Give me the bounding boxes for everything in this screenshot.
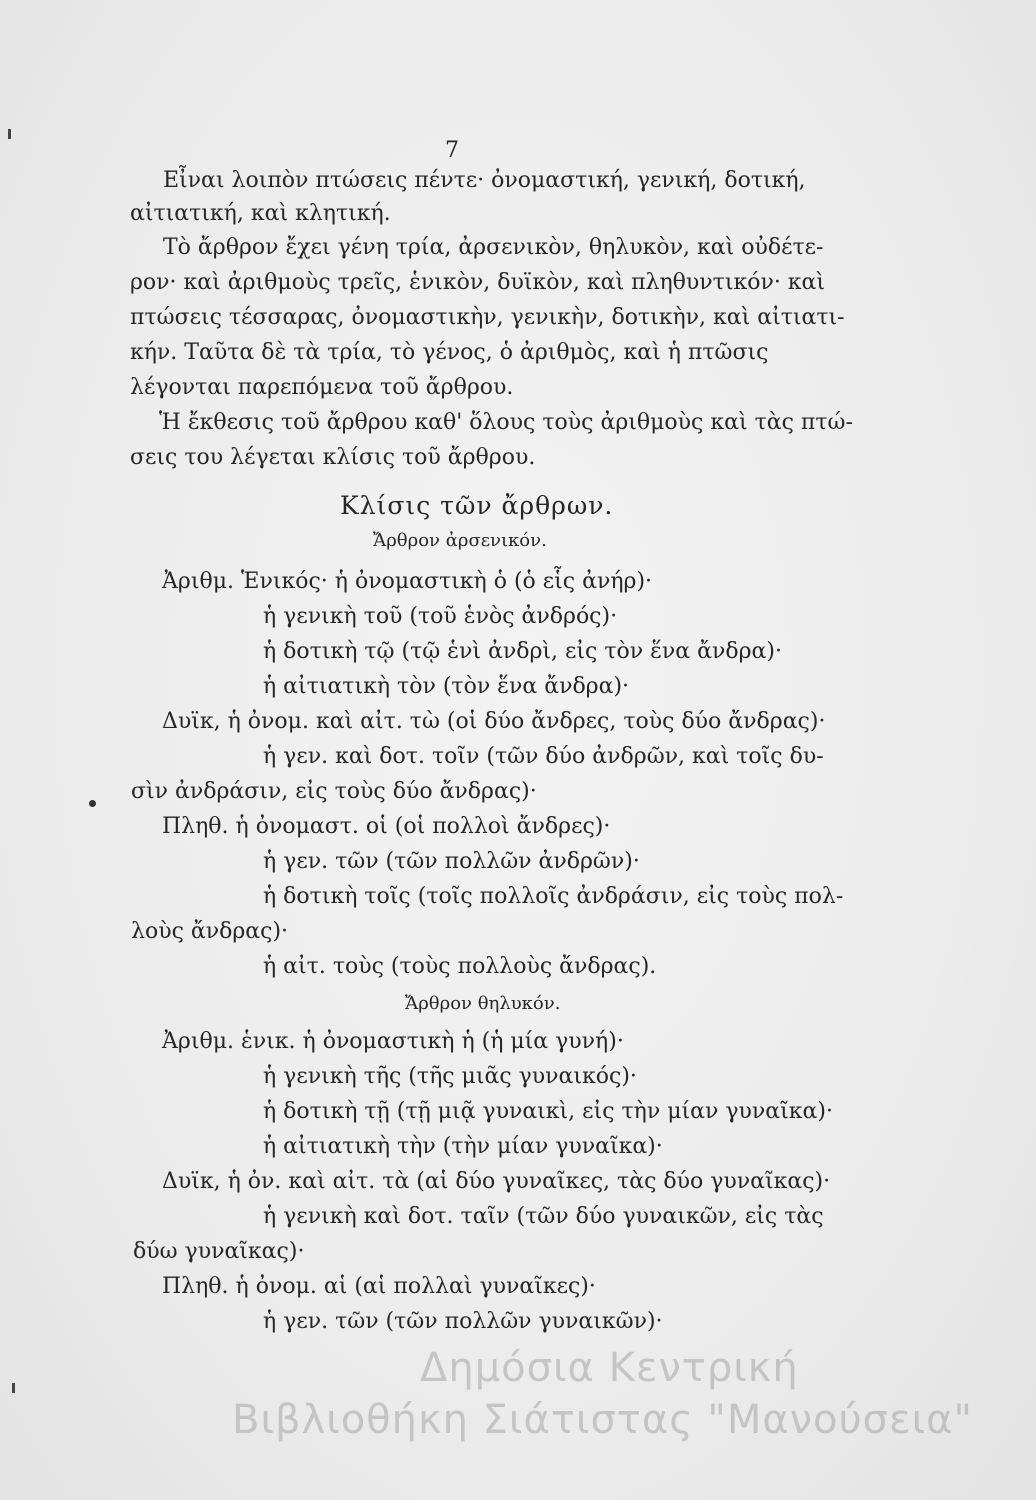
text-line: Ἡ ἔκθεσις τοῦ ἄρθρου καθ' ὅλους τοὺς ἀριθμοὺς καὶ τὰς πτώ- [159, 410, 853, 435]
text-line: Τὸ ἄρθρον ἔχει γένη τρία, ἀρσενικὸν, θηλυκὸν, καὶ οὐδέτε- [163, 235, 824, 260]
text-line: πτώσεις τέσσαρας, ὀνομαστικὴν, γενικὴν, δοτικὴν, καὶ αἰτιατι- [130, 305, 845, 330]
text-line: σεις του λέγεται κλίσις τοῦ ἄρθρου. [130, 445, 536, 470]
library-watermark-line-2: Βιβλιοθήκη Σιάτιστας "Μανούσεια" [232, 1397, 973, 1443]
declension-line: Δυϊκ, ἡ ὀνομ. καὶ αἰτ. τὼ (οἱ δύο ἄνδρες, τοὺς δύο ἄνδρας)· [162, 709, 826, 734]
declension-line: σὶν ἀνδράσιν, εἰς τοὺς δύο ἄνδρας)· [131, 779, 537, 804]
declension-line: δύω γυναῖκας)· [133, 1239, 305, 1264]
text-line: Εἶναι λοιπὸν πτώσεις πέντε· ὀνομαστική, γενική, δοτική, [163, 168, 806, 193]
declension-line: ἡ δοτικὴ τῷ (τῷ ἑνὶ ἀνδρὶ, εἰς τὸν ἕνα ἄνδρα)· [263, 639, 782, 664]
declension-line: Δυϊκ, ἡ ὀν. καὶ αἰτ. τὰ (αἱ δύο γυναῖκες, τὰς δύο γυναῖκας)· [162, 1169, 831, 1194]
declension-line: ἡ γεν. τῶν (τῶν πολλῶν ἀνδρῶν)· [263, 849, 640, 874]
declension-line: ἡ δοτικὴ τοῖς (τοῖς πολλοῖς ἀνδράσιν, εἰς τοὺς πολ- [263, 884, 844, 909]
declension-line: ἡ αἰτιατικὴ τὴν (τὴν μίαν γυναῖκα)· [263, 1134, 663, 1159]
declension-line: Πληθ. ἡ ὀνομ. αἱ (αἱ πολλαὶ γυναῖκες)· [162, 1274, 596, 1299]
declension-line: ἡ γεν. καὶ δοτ. τοῖν (τῶν δύο ἀνδρῶν, καὶ τοῖς δυ- [263, 744, 824, 769]
text-line: κήν. Ταῦτα δὲ τὰ τρία, τὸ γένος, ὁ ἀριθμὸς, καὶ ἡ πτῶσις [130, 340, 769, 365]
subsection-heading-masculine: Ἄρθρον ἀρσενικόν. [373, 530, 547, 551]
text-line: ρον· καὶ ἀριθμοὺς τρεῖς, ἑνικὸν, δυϊκὸν, καὶ πληθυντικόν· καὶ [130, 270, 826, 295]
library-watermark-line-1: Δημόσια Κεντρική [420, 1345, 799, 1391]
declension-line: Πληθ. ἡ ὀνομαστ. οἱ (οἱ πολλοὶ ἄνδρες)· [162, 814, 611, 839]
declension-line: ἡ γενικὴ καὶ δοτ. ταῖν (τῶν δύο γυναικῶν, εἰς τὰς [263, 1204, 824, 1229]
declension-line: ἡ γενικὴ τοῦ (τοῦ ἑνὸς ἀνδρός)· [263, 604, 618, 629]
scan-mark [8, 129, 11, 139]
declension-line: Ἀριθμ. ἑνικ. ἡ ὀνομαστικὴ ἡ (ἡ μία γυνή)· [162, 1029, 624, 1054]
declension-line: ἡ δοτικὴ τῇ (τῇ μιᾷ γυναικὶ, εἰς τὴν μίαν γυναῖκα)· [263, 1099, 833, 1124]
scan-mark [12, 1383, 15, 1393]
declension-line: λοὺς ἄνδρας)· [131, 919, 289, 944]
declension-line: Ἀριθμ. Ἑνικός· ἡ ὀνομαστικὴ ὁ (ὁ εἷς ἀνήρ)· [162, 569, 653, 594]
scan-speck [89, 800, 96, 807]
declension-line: ἡ γενικὴ τῆς (τῆς μιᾶς γυναικός)· [263, 1064, 637, 1089]
declension-line: ἡ αἰτ. τοὺς (τοὺς πολλοὺς ἄνδρας). [263, 954, 657, 979]
declension-line: ἡ γεν. τῶν (τῶν πολλῶν γυναικῶν)· [263, 1309, 663, 1334]
page-number: 7 [445, 138, 459, 163]
text-line: αἰτιατική, καὶ κλητική. [130, 201, 391, 226]
section-heading: Κλίσις τῶν ἄρθρων. [340, 491, 614, 520]
text-line: λέγονται παρεπόμενα τοῦ ἄρθρου. [130, 375, 514, 400]
subsection-heading-feminine: Ἄρθρον θηλυκόν. [405, 993, 561, 1014]
declension-line: ἡ αἰτιατικὴ τὸν (τὸν ἕνα ἄνδρα)· [263, 674, 630, 699]
